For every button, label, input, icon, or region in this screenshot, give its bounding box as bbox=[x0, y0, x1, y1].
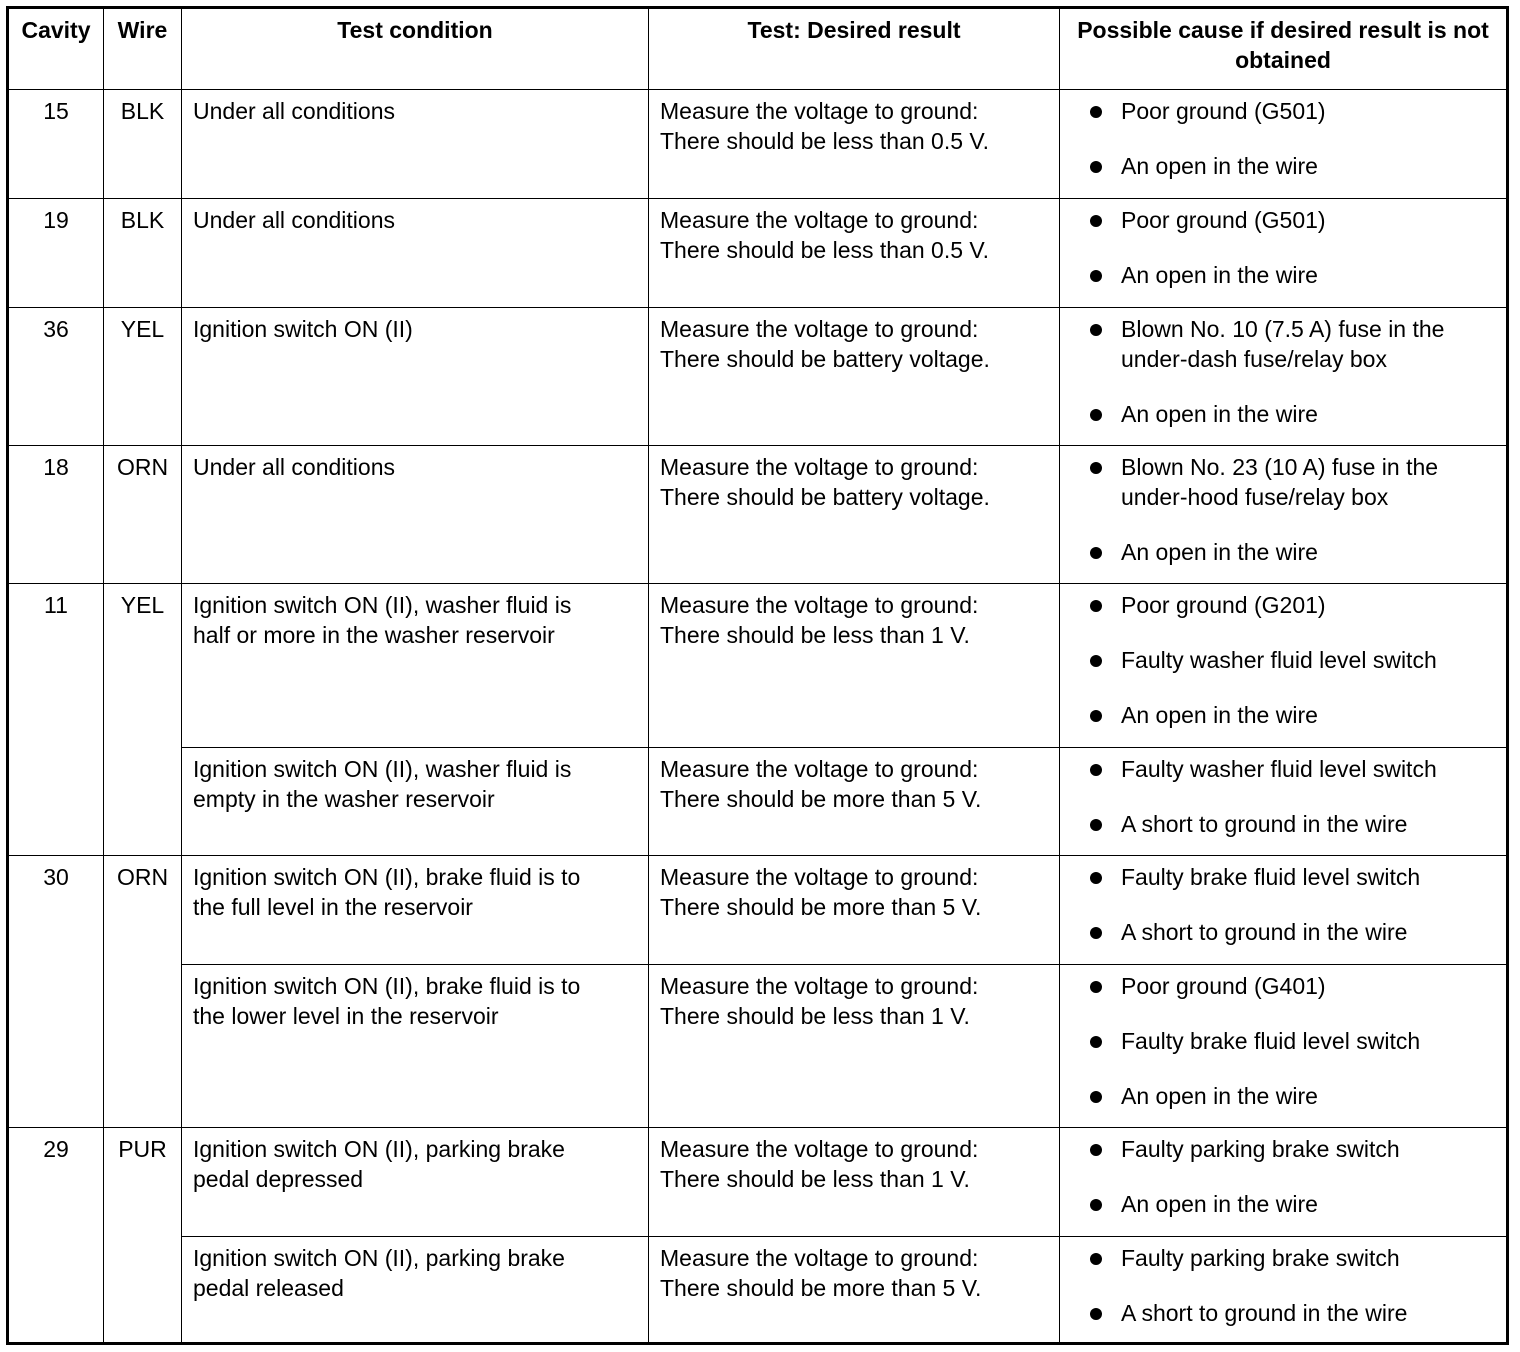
cause-text: Faulty parking brake switch bbox=[1121, 1136, 1400, 1162]
cause-item bbox=[1071, 399, 1495, 429]
possible-cause-cell bbox=[1060, 584, 1508, 748]
desired-result-line: There should be battery voltage. bbox=[660, 346, 990, 372]
wire-cell: BLK bbox=[104, 199, 182, 308]
cause-text: A short to ground in the wire bbox=[1121, 919, 1408, 945]
cause-item bbox=[1071, 1243, 1495, 1273]
desired-result-cell bbox=[649, 584, 1060, 748]
desired-result-line: Measure the voltage to ground: bbox=[660, 207, 979, 233]
desired-result-cell bbox=[649, 446, 1060, 584]
table-row bbox=[8, 308, 1508, 446]
cause-text: Faulty parking brake switch bbox=[1121, 1245, 1400, 1271]
desired-result-line: There should be less than 1 V. bbox=[660, 622, 970, 648]
cause-text: An open in the wire bbox=[1121, 1083, 1318, 1109]
table-row bbox=[8, 1128, 1508, 1237]
cause-item bbox=[1071, 809, 1495, 839]
cause-item bbox=[1071, 1026, 1495, 1056]
cause-item bbox=[1071, 917, 1495, 947]
table-row bbox=[8, 748, 1508, 856]
cause-item bbox=[1071, 96, 1495, 126]
desired-result-line: Measure the voltage to ground: bbox=[660, 864, 979, 890]
test-condition-line: empty in the washer reservoir bbox=[193, 786, 495, 812]
cause-list bbox=[1071, 96, 1495, 181]
cause-list bbox=[1071, 971, 1495, 1111]
cavity-cell: 15 bbox=[8, 90, 104, 199]
table-row bbox=[8, 1237, 1508, 1344]
cause-list bbox=[1071, 754, 1495, 839]
cause-list bbox=[1071, 862, 1495, 947]
wire-cell: YEL bbox=[104, 308, 182, 446]
test-condition-cell bbox=[182, 446, 649, 584]
desired-result-line: Measure the voltage to ground: bbox=[660, 98, 979, 124]
cause-list bbox=[1071, 314, 1495, 429]
cause-item bbox=[1071, 1298, 1495, 1328]
cause-item bbox=[1071, 452, 1495, 512]
cause-item bbox=[1071, 1081, 1495, 1111]
cause-text: A short to ground in the wire bbox=[1121, 1300, 1408, 1326]
bullet-icon bbox=[1090, 324, 1102, 336]
test-condition-cell bbox=[182, 584, 649, 748]
cause-text: Faulty washer fluid level switch bbox=[1121, 756, 1437, 782]
desired-result-line: Measure the voltage to ground: bbox=[660, 1136, 979, 1162]
bullet-icon bbox=[1090, 710, 1102, 722]
cause-item bbox=[1071, 537, 1495, 567]
test-condition-cell bbox=[182, 308, 649, 446]
cavity-cell: 29 bbox=[8, 1128, 104, 1344]
desired-result-cell bbox=[649, 199, 1060, 308]
test-condition-line: the full level in the reservoir bbox=[193, 894, 473, 920]
bullet-icon bbox=[1090, 872, 1102, 884]
cause-text: Poor ground (G501) bbox=[1121, 207, 1326, 233]
desired-result-line: There should be battery voltage. bbox=[660, 484, 990, 510]
bullet-icon bbox=[1090, 1308, 1102, 1320]
test-condition-line: pedal released bbox=[193, 1275, 344, 1301]
possible-cause-cell bbox=[1060, 199, 1508, 308]
desired-result-cell bbox=[649, 1237, 1060, 1344]
cause-item bbox=[1071, 645, 1495, 675]
wire-cell: BLK bbox=[104, 90, 182, 199]
header-possible-cause: Possible cause if desired result is not obtained bbox=[1060, 8, 1508, 90]
bullet-icon bbox=[1090, 764, 1102, 776]
table-row bbox=[8, 446, 1508, 584]
desired-result-line: There should be less than 0.5 V. bbox=[660, 128, 990, 154]
desired-result-cell bbox=[649, 856, 1060, 965]
test-condition-line: Ignition switch ON (II), washer fluid is bbox=[193, 592, 572, 618]
bullet-icon bbox=[1090, 600, 1102, 612]
test-condition-line: Ignition switch ON (II), brake fluid is to bbox=[193, 864, 581, 890]
test-condition-line: the lower level in the reservoir bbox=[193, 1003, 499, 1029]
bullet-icon bbox=[1090, 547, 1102, 559]
bullet-icon bbox=[1090, 462, 1102, 474]
cavity-cell: 36 bbox=[8, 308, 104, 446]
desired-result-line: Measure the voltage to ground: bbox=[660, 1245, 979, 1271]
wire-cell: PUR bbox=[104, 1128, 182, 1344]
cause-item bbox=[1071, 1189, 1495, 1219]
cause-item bbox=[1071, 205, 1495, 235]
cause-text: Faulty brake fluid level switch bbox=[1121, 1028, 1421, 1054]
table-row bbox=[8, 199, 1508, 308]
desired-result-line: There should be more than 5 V. bbox=[660, 894, 982, 920]
cause-item bbox=[1071, 971, 1495, 1001]
wire-cell: ORN bbox=[104, 856, 182, 1128]
cause-list bbox=[1071, 590, 1495, 730]
cause-item bbox=[1071, 151, 1495, 181]
table-row bbox=[8, 856, 1508, 965]
cause-list bbox=[1071, 205, 1495, 290]
desired-result-line: Measure the voltage to ground: bbox=[660, 592, 979, 618]
test-condition-line: Ignition switch ON (II), parking brake bbox=[193, 1245, 565, 1271]
possible-cause-cell bbox=[1060, 446, 1508, 584]
cause-text: Faulty brake fluid level switch bbox=[1121, 864, 1421, 890]
test-condition-cell bbox=[182, 90, 649, 199]
possible-cause-cell bbox=[1060, 1128, 1508, 1237]
cause-text: An open in the wire bbox=[1121, 1191, 1318, 1217]
desired-result-line: There should be more than 5 V. bbox=[660, 1275, 982, 1301]
cause-text: under-hood fuse/relay box bbox=[1121, 484, 1389, 510]
desired-result-line: Measure the voltage to ground: bbox=[660, 316, 979, 342]
test-condition-line: Under all conditions bbox=[193, 454, 396, 480]
desired-result-cell bbox=[649, 90, 1060, 199]
cause-text: under-dash fuse/relay box bbox=[1121, 346, 1387, 372]
table-row bbox=[8, 90, 1508, 199]
possible-cause-cell bbox=[1060, 748, 1508, 856]
bullet-icon bbox=[1090, 270, 1102, 282]
test-condition-cell bbox=[182, 965, 649, 1128]
possible-cause-cell bbox=[1060, 965, 1508, 1128]
test-condition-line: Ignition switch ON (II), parking brake bbox=[193, 1136, 565, 1162]
test-condition-line: Ignition switch ON (II), brake fluid is to bbox=[193, 973, 581, 999]
cause-item bbox=[1071, 754, 1495, 784]
test-condition-cell bbox=[182, 199, 649, 308]
test-condition-cell bbox=[182, 1128, 649, 1237]
desired-result-line: There should be less than 1 V. bbox=[660, 1003, 970, 1029]
bullet-icon bbox=[1090, 819, 1102, 831]
cause-text: An open in the wire bbox=[1121, 153, 1318, 179]
test-condition-cell bbox=[182, 748, 649, 856]
wire-cell: YEL bbox=[104, 584, 182, 856]
desired-result-line: There should be more than 5 V. bbox=[660, 786, 982, 812]
desired-result-cell bbox=[649, 1128, 1060, 1237]
cause-item bbox=[1071, 1134, 1495, 1164]
header-test-condition: Test condition bbox=[182, 8, 649, 90]
table-row bbox=[8, 584, 1508, 748]
cause-text: An open in the wire bbox=[1121, 702, 1318, 728]
test-condition-line: half or more in the washer reservoir bbox=[193, 622, 555, 648]
desired-result-cell bbox=[649, 965, 1060, 1128]
table-row bbox=[8, 965, 1508, 1128]
bullet-icon bbox=[1090, 655, 1102, 667]
desired-result-cell bbox=[649, 748, 1060, 856]
desired-result-line: Measure the voltage to ground: bbox=[660, 973, 979, 999]
cause-text: Blown No. 10 (7.5 A) fuse in the bbox=[1121, 316, 1445, 342]
desired-result-cell bbox=[649, 308, 1060, 446]
cause-text: A short to ground in the wire bbox=[1121, 811, 1408, 837]
cause-text: Blown No. 23 (10 A) fuse in the bbox=[1121, 454, 1439, 480]
cause-item bbox=[1071, 862, 1495, 892]
cause-item bbox=[1071, 590, 1495, 620]
test-condition-line: Under all conditions bbox=[193, 98, 396, 124]
cause-text: Poor ground (G401) bbox=[1121, 973, 1326, 999]
cavity-cell: 18 bbox=[8, 446, 104, 584]
test-condition-line: Ignition switch ON (II), washer fluid is bbox=[193, 756, 572, 782]
cause-text: Faulty washer fluid level switch bbox=[1121, 647, 1437, 673]
header-row bbox=[8, 8, 1508, 90]
cause-list bbox=[1071, 452, 1495, 567]
cause-text: An open in the wire bbox=[1121, 262, 1318, 288]
cause-text: Poor ground (G501) bbox=[1121, 98, 1326, 124]
bullet-icon bbox=[1090, 981, 1102, 993]
test-condition-line: Under all conditions bbox=[193, 207, 396, 233]
bullet-icon bbox=[1090, 1253, 1102, 1265]
bullet-icon bbox=[1090, 161, 1102, 173]
cavity-cell: 30 bbox=[8, 856, 104, 1128]
possible-cause-cell bbox=[1060, 1237, 1508, 1344]
bullet-icon bbox=[1090, 215, 1102, 227]
bullet-icon bbox=[1090, 1091, 1102, 1103]
bullet-icon bbox=[1090, 1144, 1102, 1156]
desired-result-line: Measure the voltage to ground: bbox=[660, 756, 979, 782]
bullet-icon bbox=[1090, 409, 1102, 421]
cause-text: An open in the wire bbox=[1121, 401, 1318, 427]
bullet-icon bbox=[1090, 927, 1102, 939]
header-wire: Wire bbox=[104, 8, 182, 90]
bullet-icon bbox=[1090, 1199, 1102, 1211]
cause-item bbox=[1071, 700, 1495, 730]
possible-cause-cell bbox=[1060, 308, 1508, 446]
test-condition-cell bbox=[182, 856, 649, 965]
header-desired-result: Test: Desired result bbox=[649, 8, 1060, 90]
test-condition-line: Ignition switch ON (II) bbox=[193, 316, 413, 342]
desired-result-line: Measure the voltage to ground: bbox=[660, 454, 979, 480]
wire-cell: ORN bbox=[104, 446, 182, 584]
bullet-icon bbox=[1090, 106, 1102, 118]
cause-list bbox=[1071, 1134, 1495, 1219]
header-cavity: Cavity bbox=[8, 8, 104, 90]
test-condition-line: pedal depressed bbox=[193, 1166, 364, 1192]
test-condition-cell bbox=[182, 1237, 649, 1344]
desired-result-line: There should be less than 1 V. bbox=[660, 1166, 970, 1192]
cavity-cell: 19 bbox=[8, 199, 104, 308]
desired-result-line: There should be less than 0.5 V. bbox=[660, 237, 990, 263]
cause-item bbox=[1071, 314, 1495, 374]
cause-list bbox=[1071, 1243, 1495, 1328]
cause-item bbox=[1071, 260, 1495, 290]
possible-cause-cell bbox=[1060, 90, 1508, 199]
test-table bbox=[6, 6, 1509, 1345]
bullet-icon bbox=[1090, 1036, 1102, 1048]
cause-text: Poor ground (G201) bbox=[1121, 592, 1326, 618]
table-body bbox=[8, 90, 1508, 1344]
cavity-cell: 11 bbox=[8, 584, 104, 856]
possible-cause-cell bbox=[1060, 856, 1508, 965]
cause-text: An open in the wire bbox=[1121, 539, 1318, 565]
